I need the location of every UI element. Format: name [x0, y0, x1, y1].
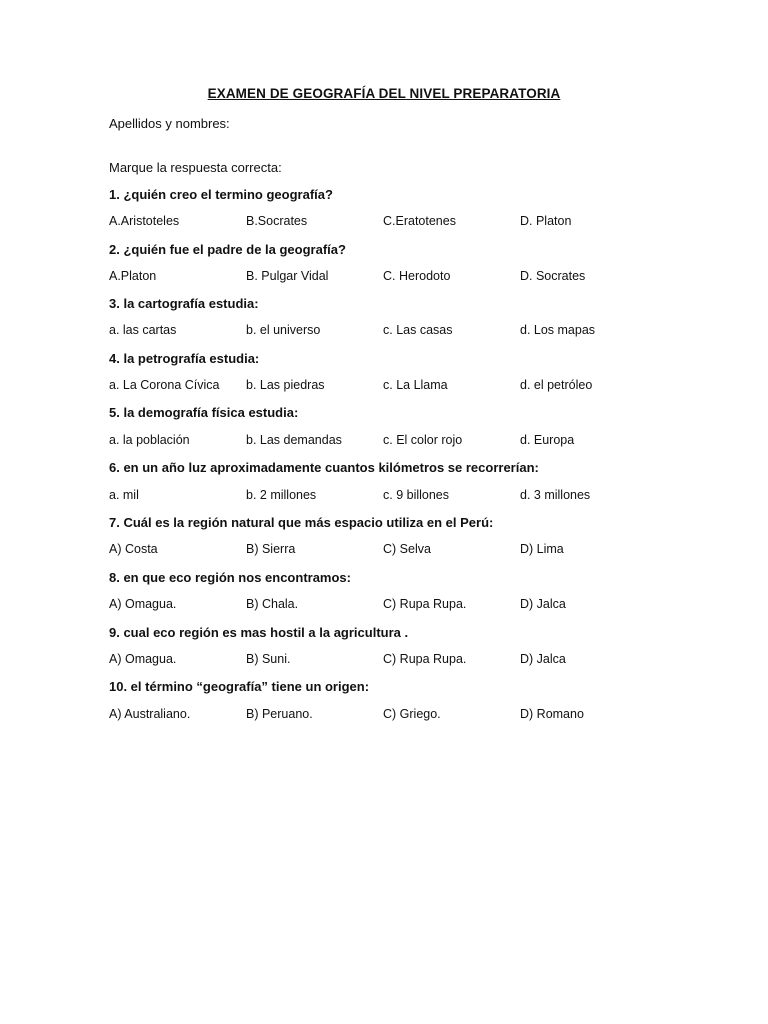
option-b: B. Pulgar Vidal: [246, 269, 329, 283]
option-c: C) Griego.: [383, 707, 441, 721]
option-c: c. La Llama: [383, 378, 448, 392]
option-a: A) Omagua.: [109, 652, 177, 666]
question-text: 6. en un año luz aproximadamente cuantos kilómetros se recorrerían:: [109, 460, 539, 475]
question-text: 8. en que eco región nos encontramos:: [109, 570, 351, 585]
option-d: D) Lima: [520, 542, 564, 556]
option-c: C) Selva: [383, 542, 431, 556]
option-c: c. 9 billones: [383, 488, 450, 502]
option-b: b. Las demandas: [246, 433, 342, 447]
option-d: D. Platon: [520, 214, 572, 228]
option-row: [109, 542, 729, 560]
option-a: A) Australiano.: [109, 707, 191, 721]
option-a: a. mil: [109, 488, 139, 502]
option-row: [109, 597, 729, 615]
option-d: d. Europa: [520, 433, 575, 447]
option-a: A) Omagua.: [109, 597, 177, 611]
option-b: b. el universo: [246, 323, 321, 337]
option-row: [109, 652, 729, 670]
question-text: 7. Cuál es la región natural que más espacio utiliza en el Perú:: [109, 515, 494, 530]
option-a: A) Costa: [109, 542, 158, 556]
page-title: EXAMEN DE GEOGRAFÍA DEL NIVEL PREPARATORIA: [207, 86, 561, 101]
option-b: B) Suni.: [246, 652, 291, 666]
option-b: b. Las piedras: [246, 378, 325, 392]
option-b: B.Socrates: [246, 214, 308, 228]
name-label: Apellidos y nombres:: [109, 116, 230, 131]
question-text: 9. cual eco región es mas hostil a la agricultura .: [109, 625, 409, 640]
option-d: D) Romano: [520, 707, 584, 721]
instruction: Marque la respuesta correcta:: [109, 160, 282, 175]
question-text: 1. ¿quién creo el termino geografía?: [109, 187, 333, 202]
option-b: b. 2 millones: [246, 488, 317, 502]
question-text: 4. la petrografía estudia:: [109, 351, 260, 366]
question-text: 3. la cartografía estudia:: [109, 296, 259, 311]
option-b: B) Sierra: [246, 542, 296, 556]
option-d: d. 3 millones: [520, 488, 591, 502]
option-a: A.Platon: [109, 269, 157, 283]
option-row: [109, 323, 729, 341]
option-row: [109, 707, 729, 725]
option-b: B) Chala.: [246, 597, 299, 611]
question-text: 5. la demografía física estudia:: [109, 405, 299, 420]
option-c: C.Eratotenes: [383, 214, 456, 228]
question-text: 2. ¿quién fue el padre de la geografía?: [109, 242, 346, 257]
option-a: a. las cartas: [109, 323, 177, 337]
option-d: D. Socrates: [520, 269, 586, 283]
option-row: [109, 378, 729, 396]
option-c: c. El color rojo: [383, 433, 463, 447]
option-d: d. Los mapas: [520, 323, 596, 337]
option-c: C. Herodoto: [383, 269, 451, 283]
option-row: [109, 433, 729, 451]
option-a: a. la población: [109, 433, 190, 447]
option-d: D) Jalca: [520, 652, 566, 666]
option-d: d. el petróleo: [520, 378, 593, 392]
question-text: 10. el término “geografía” tiene un origen:: [109, 679, 370, 694]
option-row: [109, 488, 729, 506]
option-d: D) Jalca: [520, 597, 566, 611]
option-a: a. La Corona Cívica: [109, 378, 220, 392]
option-b: B) Peruano.: [246, 707, 313, 721]
option-row: [109, 214, 729, 232]
option-c: C) Rupa Rupa.: [383, 597, 467, 611]
option-row: [109, 269, 729, 287]
option-c: C) Rupa Rupa.: [383, 652, 467, 666]
option-c: c. Las casas: [383, 323, 453, 337]
option-a: A.Aristoteles: [109, 214, 180, 228]
